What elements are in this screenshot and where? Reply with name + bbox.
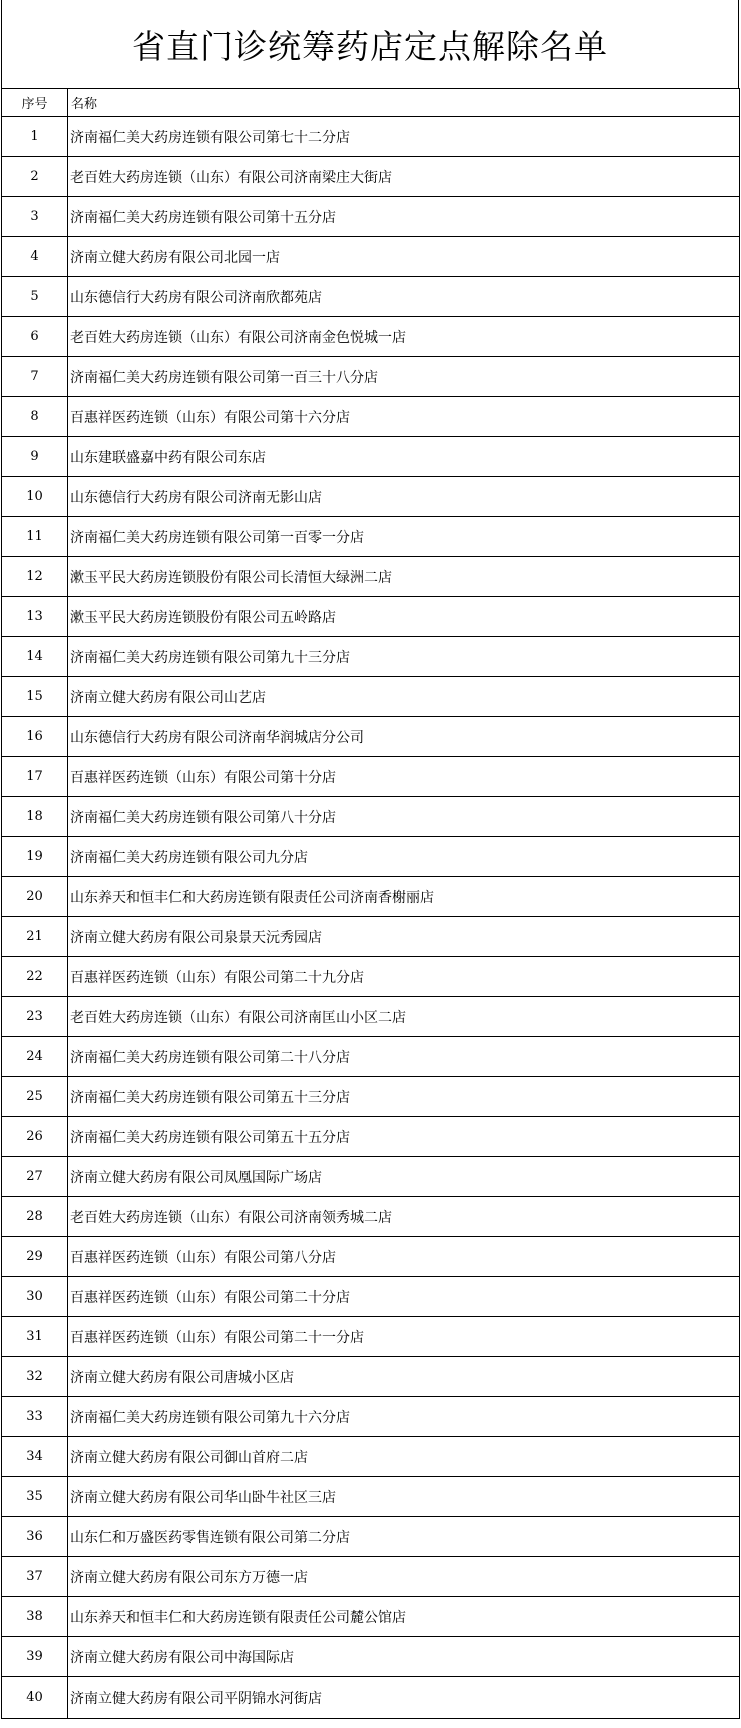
- table-row: [2, 1357, 740, 1397]
- table-row: [2, 1317, 740, 1357]
- pharmacy-name: 百惠祥医药连锁（山东）有限公司第八分店: [68, 1237, 740, 1277]
- row-number: 40: [2, 1677, 68, 1719]
- table-row: [2, 1397, 740, 1437]
- pharmacy-name: 百惠祥医药连锁（山东）有限公司第二十一分店: [68, 1317, 740, 1357]
- row-number: 25: [2, 1077, 68, 1117]
- table-row: [2, 1597, 740, 1637]
- table-row: [2, 517, 740, 557]
- row-number: 37: [2, 1557, 68, 1597]
- row-number: 32: [2, 1357, 68, 1397]
- table-row: [2, 1077, 740, 1117]
- row-number: 1: [2, 117, 68, 157]
- pharmacy-name: 老百姓大药房连锁（山东）有限公司济南金色悦城一店: [68, 317, 740, 357]
- pharmacy-name: 济南福仁美大药房连锁有限公司第一百零一分店: [68, 517, 740, 557]
- table-row: [2, 1517, 740, 1557]
- pharmacy-name: 老百姓大药房连锁（山东）有限公司济南匡山小区二店: [68, 997, 740, 1037]
- row-number: 5: [2, 277, 68, 317]
- pharmacy-name: 漱玉平民大药房连锁股份有限公司五岭路店: [68, 597, 740, 637]
- row-number: 4: [2, 237, 68, 277]
- row-number: 22: [2, 957, 68, 997]
- pharmacy-name: 漱玉平民大药房连锁股份有限公司长清恒大绿洲二店: [68, 557, 740, 597]
- column-header-number: 序号: [2, 89, 68, 117]
- row-number: 26: [2, 1117, 68, 1157]
- pharmacy-name: 济南福仁美大药房连锁有限公司第七十二分店: [68, 117, 740, 157]
- table-row: [2, 1157, 740, 1197]
- pharmacy-name: 百惠祥医药连锁（山东）有限公司第十六分店: [68, 397, 740, 437]
- pharmacy-name: 济南福仁美大药房连锁有限公司第五十五分店: [68, 1117, 740, 1157]
- pharmacy-name: 济南福仁美大药房连锁有限公司第五十三分店: [68, 1077, 740, 1117]
- table-row: [2, 957, 740, 997]
- table-row: [2, 1277, 740, 1317]
- row-number: 33: [2, 1397, 68, 1437]
- table-row: [2, 277, 740, 317]
- row-number: 6: [2, 317, 68, 357]
- row-number: 7: [2, 357, 68, 397]
- pharmacy-name: 济南立健大药房有限公司华山卧牛社区三店: [68, 1477, 740, 1517]
- table-row: [2, 837, 740, 877]
- pharmacy-name: 济南立健大药房有限公司凤凰国际广场店: [68, 1157, 740, 1197]
- pharmacy-name: 济南立健大药房有限公司北园一店: [68, 237, 740, 277]
- row-number: 23: [2, 997, 68, 1037]
- row-number: 8: [2, 397, 68, 437]
- row-number: 11: [2, 517, 68, 557]
- row-number: 39: [2, 1637, 68, 1677]
- pharmacy-name: 济南福仁美大药房连锁有限公司第二十八分店: [68, 1037, 740, 1077]
- table-row: [2, 1557, 740, 1597]
- row-number: 36: [2, 1517, 68, 1557]
- row-number: 13: [2, 597, 68, 637]
- pharmacy-name: 山东德信行大药房有限公司济南无影山店: [68, 477, 740, 517]
- pharmacy-name: 百惠祥医药连锁（山东）有限公司第十分店: [68, 757, 740, 797]
- row-number: 9: [2, 437, 68, 477]
- row-number: 3: [2, 197, 68, 237]
- pharmacy-name: 百惠祥医药连锁（山东）有限公司第二十九分店: [68, 957, 740, 997]
- row-number: 18: [2, 797, 68, 837]
- table-row: [2, 797, 740, 837]
- table-row: [2, 197, 740, 237]
- table-row: [2, 597, 740, 637]
- table-row: [2, 557, 740, 597]
- table-row: [2, 717, 740, 757]
- row-number: 38: [2, 1597, 68, 1637]
- table-row: [2, 1197, 740, 1237]
- pharmacy-name: 山东养天和恒丰仁和大药房连锁有限责任公司麓公馆店: [68, 1597, 740, 1637]
- table-row: [2, 1477, 740, 1517]
- pharmacy-name: 百惠祥医药连锁（山东）有限公司第二十分店: [68, 1277, 740, 1317]
- column-header-name: 名称: [68, 89, 740, 117]
- table-row: [2, 117, 740, 157]
- table-row: [2, 437, 740, 477]
- row-number: 35: [2, 1477, 68, 1517]
- table-header-row: [2, 89, 740, 117]
- table-row: [2, 1437, 740, 1477]
- row-number: 17: [2, 757, 68, 797]
- row-number: 14: [2, 637, 68, 677]
- delisting-table: [1, 88, 740, 1719]
- row-number: 10: [2, 477, 68, 517]
- pharmacy-name: 济南福仁美大药房连锁有限公司第九十六分店: [68, 1397, 740, 1437]
- table-row: [2, 357, 740, 397]
- row-number: 16: [2, 717, 68, 757]
- pharmacy-name: 济南立健大药房有限公司泉景天沅秀园店: [68, 917, 740, 957]
- pharmacy-name: 济南立健大药房有限公司唐城小区店: [68, 1357, 740, 1397]
- table-row: [2, 917, 740, 957]
- row-number: 28: [2, 1197, 68, 1237]
- table-row: [2, 1677, 740, 1719]
- row-number: 2: [2, 157, 68, 197]
- row-number: 29: [2, 1237, 68, 1277]
- table-row: [2, 157, 740, 197]
- pharmacy-name: 济南立健大药房有限公司中海国际店: [68, 1637, 740, 1677]
- table-row: [2, 1637, 740, 1677]
- pharmacy-name: 山东德信行大药房有限公司济南华润城店分公司: [68, 717, 740, 757]
- table-row: [2, 877, 740, 917]
- table-row: [2, 397, 740, 437]
- row-number: 34: [2, 1437, 68, 1477]
- pharmacy-name: 山东建联盛嘉中药有限公司东店: [68, 437, 740, 477]
- pharmacy-name: 济南福仁美大药房连锁有限公司第八十分店: [68, 797, 740, 837]
- table-row: [2, 997, 740, 1037]
- table-row: [2, 237, 740, 277]
- table-row: [2, 1037, 740, 1077]
- pharmacy-name: 济南立健大药房有限公司东方万德一店: [68, 1557, 740, 1597]
- table-row: [2, 1117, 740, 1157]
- table-row: [2, 757, 740, 797]
- table-row: [2, 477, 740, 517]
- row-number: 21: [2, 917, 68, 957]
- pharmacy-name: 济南立健大药房有限公司山艺店: [68, 677, 740, 717]
- row-number: 27: [2, 1157, 68, 1197]
- table-row: [2, 1237, 740, 1277]
- pharmacy-name: 老百姓大药房连锁（山东）有限公司济南梁庄大街店: [68, 157, 740, 197]
- row-number: 24: [2, 1037, 68, 1077]
- pharmacy-name: 山东仁和万盛医药零售连锁有限公司第二分店: [68, 1517, 740, 1557]
- row-number: 30: [2, 1277, 68, 1317]
- pharmacy-name: 山东养天和恒丰仁和大药房连锁有限责任公司济南香榭丽店: [68, 877, 740, 917]
- pharmacy-name: 济南福仁美大药房连锁有限公司九分店: [68, 837, 740, 877]
- page-title: 省直门诊统筹药店定点解除名单: [1, 0, 739, 88]
- table-row: [2, 637, 740, 677]
- table-body: [2, 117, 740, 1719]
- table-row: [2, 317, 740, 357]
- pharmacy-name: 山东德信行大药房有限公司济南欣都苑店: [68, 277, 740, 317]
- pharmacy-name: 老百姓大药房连锁（山东）有限公司济南领秀城二店: [68, 1197, 740, 1237]
- row-number: 19: [2, 837, 68, 877]
- row-number: 20: [2, 877, 68, 917]
- row-number: 31: [2, 1317, 68, 1357]
- table-row: [2, 677, 740, 717]
- pharmacy-name: 济南福仁美大药房连锁有限公司第九十三分店: [68, 637, 740, 677]
- row-number: 12: [2, 557, 68, 597]
- pharmacy-name: 济南福仁美大药房连锁有限公司第一百三十八分店: [68, 357, 740, 397]
- row-number: 15: [2, 677, 68, 717]
- pharmacy-name: 济南福仁美大药房连锁有限公司第十五分店: [68, 197, 740, 237]
- pharmacy-name: 济南立健大药房有限公司平阴锦水河街店: [68, 1677, 740, 1719]
- pharmacy-name: 济南立健大药房有限公司御山首府二店: [68, 1437, 740, 1477]
